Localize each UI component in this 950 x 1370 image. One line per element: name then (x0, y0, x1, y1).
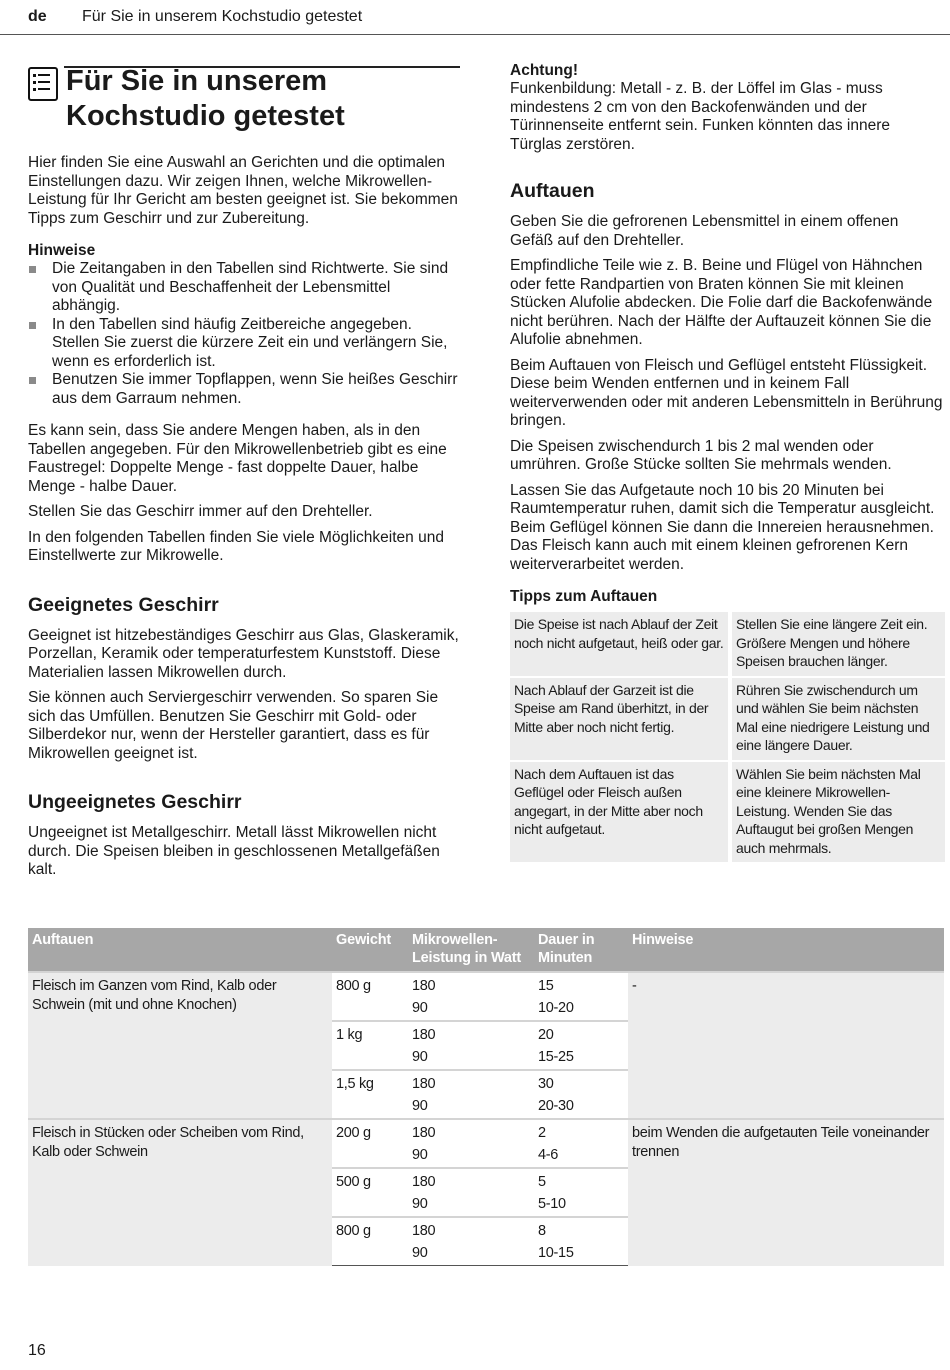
power-cell (408, 1119, 534, 1168)
duration-value: 15-25 (538, 1049, 574, 1065)
defrost-paragraph: Die Speisen zwischendurch 1 bis 2 mal wenden oder umrühren. Große Stücke sollten Sie mehrmals wenden. (510, 437, 892, 473)
weight-cell: 800 g (332, 972, 408, 1021)
table-row (510, 677, 945, 761)
defrost-tips-table (510, 610, 945, 862)
power-value: 90 (412, 1049, 428, 1065)
power-value: 180 (412, 1223, 436, 1239)
defrost-settings-table (28, 928, 944, 1266)
notes-cell: - (628, 972, 944, 1119)
tip-solution: Stellen Sie eine längere Zeit ein. Größere Mengen und höhere Speisen brauchen länger. (730, 611, 945, 677)
tip-problem: Nach dem Auftauen ist das Geflügel oder Fleisch außen angegart, in der Mitte aber noch nicht aufgetaut. (510, 761, 730, 863)
suitable-cookware-heading: Geeignetes Geschirr (28, 593, 219, 616)
food-cell: Fleisch im Ganzen vom Rind, Kalb oder Schwein (mit und ohne Knochen) (28, 972, 332, 1119)
defrost-paragraph: Beim Auftauen von Fleisch und Geflügel entsteht Flüssigkeit. Diese beim Wenden entfernen und in keinem Fall weiterverwenden oder mit anderen Lebensmitteln in Berührung bringen. (510, 356, 943, 429)
notes-list (28, 260, 460, 408)
page-title-line1: Für Sie in unserem (66, 65, 328, 97)
right-column (510, 62, 945, 862)
column-header-power: Mikrowellen-Leistung in Watt (408, 928, 534, 972)
defrost-paragraph: Lassen Sie das Aufgetaute noch 10 bis 20 Minuten bei Raumtemperatur ruhen, damit sich die Temperatur ausgleicht. Beim Geflügel können Sie dann die Innereien herausnehmen. Das Fleisch kann auch mit einem kleinen gefrorenen Kern weiterverarbeitet werden. (510, 481, 935, 573)
list-item: Benutzen Sie immer Topflappen, wenn Sie heißes Geschirr aus dem Garraum nehmen. (28, 371, 460, 408)
power-cell (408, 1021, 534, 1070)
duration-value: 30 (538, 1076, 554, 1092)
duration-value: 5 (538, 1174, 546, 1190)
duration-value: 5-10 (538, 1196, 566, 1212)
notes-heading: Hinweise (28, 242, 96, 259)
duration-cell (534, 1070, 628, 1119)
table-row (28, 1119, 944, 1168)
power-cell (408, 1168, 534, 1217)
unsuitable-cookware-paragraph: Ungeeignet ist Metallgeschirr. Metall lässt Mikrowellen nicht durch. Die Speisen bleiben in geschlossenen Metallgefäßen kalt. (28, 824, 440, 878)
duration-value: 10-20 (538, 1000, 574, 1016)
weight-cell: 1,5 kg (332, 1070, 408, 1119)
table-row (510, 611, 945, 677)
weight-cell: 200 g (332, 1119, 408, 1168)
tip-solution: Wählen Sie beim nächsten Mal eine kleinere Mikrowellen-Leistung. Wenden Sie das Auftaugut bei großen Mengen auch mehrmals. (730, 761, 945, 863)
duration-value: 20 (538, 1027, 554, 1043)
recipe-book-icon (28, 67, 58, 101)
power-cell (408, 972, 534, 1021)
header-title: Für Sie in unserem Kochstudio getestet (82, 8, 363, 25)
section-title-block (28, 62, 460, 152)
defrost-paragraph: Geben Sie die gefrorenen Lebensmittel in einem offenen Gefäß auf den Drehteller. (510, 213, 899, 249)
tip-problem: Die Speise ist nach Ablauf der Zeit noch nicht aufgetaut, heiß oder gar. (510, 611, 730, 677)
power-value: 90 (412, 1196, 428, 1212)
duration-cell (534, 1021, 628, 1070)
table-header-row (28, 928, 944, 972)
column-header-duration: Dauer in Minuten (534, 928, 628, 972)
table-row (28, 972, 944, 1021)
power-value: 90 (412, 1098, 428, 1114)
serving-dishes-paragraph: Sie können auch Serviergeschirr verwenden. So sparen Sie sich das Umfüllen. Benutzen Sie Geschirr mit Gold- oder Silberdekor nur, wenn der Hersteller garantiert, dass es für Mikrowellen geeignet ist. (28, 689, 439, 762)
power-value: 90 (412, 1147, 428, 1163)
page-title (66, 64, 345, 134)
unsuitable-cookware-heading: Ungeeignetes Geschirr (28, 791, 242, 813)
power-value: 180 (412, 1027, 436, 1043)
duration-cell (534, 1168, 628, 1217)
page-title-line2: Kochstudio getestet (66, 100, 345, 132)
list-item: Die Zeitangaben in den Tabellen sind Richtwerte. Sie sind von Qualität und Beschaffenheit der Lebensmittel abhängig. (28, 260, 460, 316)
page-header (0, 0, 950, 36)
defrost-tips-heading: Tipps zum Auftauen (510, 588, 658, 605)
defrost-heading: Auftauen (510, 180, 595, 202)
language-code: de (28, 8, 47, 25)
power-value: 180 (412, 978, 436, 994)
turntable-paragraph: Stellen Sie das Geschirr immer auf den Drehteller. (28, 503, 373, 520)
food-cell: Fleisch in Stücken oder Scheiben vom Rind, Kalb oder Schwein (28, 1119, 332, 1266)
tables-intro-paragraph: In den folgenden Tabellen finden Sie viele Möglichkeiten und Einstellwerte zur Mikrowelle. (28, 528, 444, 564)
duration-value: 15 (538, 978, 554, 994)
power-value: 180 (412, 1174, 436, 1190)
power-value: 180 (412, 1076, 436, 1092)
duration-value: 8 (538, 1223, 546, 1239)
column-header-notes: Hinweise (628, 928, 944, 972)
power-cell (408, 1070, 534, 1119)
tip-solution: Rühren Sie zwischendurch um und wählen Sie beim nächsten Mal eine niedrigere Leistung und eine längere Dauer. (730, 677, 945, 761)
column-header-weight: Gewicht (332, 928, 408, 972)
duration-cell (534, 1119, 628, 1168)
defrost-paragraph: Empfindliche Teile wie z. B. Beine und Flügel von Hähnchen oder fette Randpartien von Braten können Sie mit kleinen Stücken Alufolie abdecken. Die Folie darf die Backofenwände nicht berühren. Nach der Hälfte der Auftauzeit können Sie die Alufolie abnehmen. (510, 257, 933, 348)
intro-paragraph: Hier finden Sie eine Auswahl an Gerichten und die optimalen Einstellungen dazu. Wir zeigen Ihnen, welche Mikrowellen-Leistung für Ihr Gericht am besten geeignet ist. Sie bekommen Tipps zum Geschirr und zur Zubereitung. (28, 154, 458, 227)
header-divider (0, 34, 950, 35)
power-value: 90 (412, 1245, 428, 1261)
power-value: 90 (412, 1000, 428, 1016)
column-header-food: Auftauen (28, 928, 332, 972)
quantity-rule-paragraph: Es kann sein, dass Sie andere Mengen haben, als in den Tabellen angegeben. Für den Mikrowellenbetrieb gibt es eine Faustregel: Doppelte Menge - fast doppelte Dauer, halbe Menge - halbe Dauer. (28, 422, 447, 495)
duration-cell (534, 1217, 628, 1266)
page-number: 16 (28, 1342, 46, 1359)
warning-text: Funkenbildung: Metall - z. B. der Löffel im Glas - muss mindestens 2 cm von den Backofenwänden und der Türinnenseite entfernt sein. Funken könnten das innere Türglas zerstören. (510, 80, 890, 153)
suitable-cookware-paragraph: Geeignet ist hitzebeständiges Geschirr aus Glas, Glaskeramik, Porzellan, Keramik oder temperaturfestem Kunststoff. Diese Materialien lassen Mikrowellen durch. (28, 626, 459, 681)
weight-cell: 1 kg (332, 1021, 408, 1070)
duration-value: 20-30 (538, 1098, 574, 1114)
notes-cell: beim Wenden die aufgetauten Teile voneinander trennen (628, 1119, 944, 1266)
power-cell (408, 1217, 534, 1266)
duration-value: 4-6 (538, 1147, 559, 1163)
duration-value: 2 (538, 1125, 546, 1141)
power-value: 180 (412, 1125, 436, 1141)
warning-heading: Achtung! (510, 62, 579, 79)
weight-cell: 500 g (332, 1168, 408, 1217)
duration-value: 10-15 (538, 1245, 574, 1261)
duration-cell (534, 972, 628, 1021)
list-item: In den Tabellen sind häufig Zeitbereiche angegeben. Stellen Sie zuerst die kürzere Zeit ein und verlängern Sie, wenn es erforderlich ist. (28, 316, 460, 372)
table-row (510, 761, 945, 863)
left-column (28, 62, 460, 880)
tip-problem: Nach Ablauf der Garzeit ist die Speise am Rand überhitzt, in der Mitte aber noch nicht fertig. (510, 677, 730, 761)
weight-cell: 800 g (332, 1217, 408, 1266)
